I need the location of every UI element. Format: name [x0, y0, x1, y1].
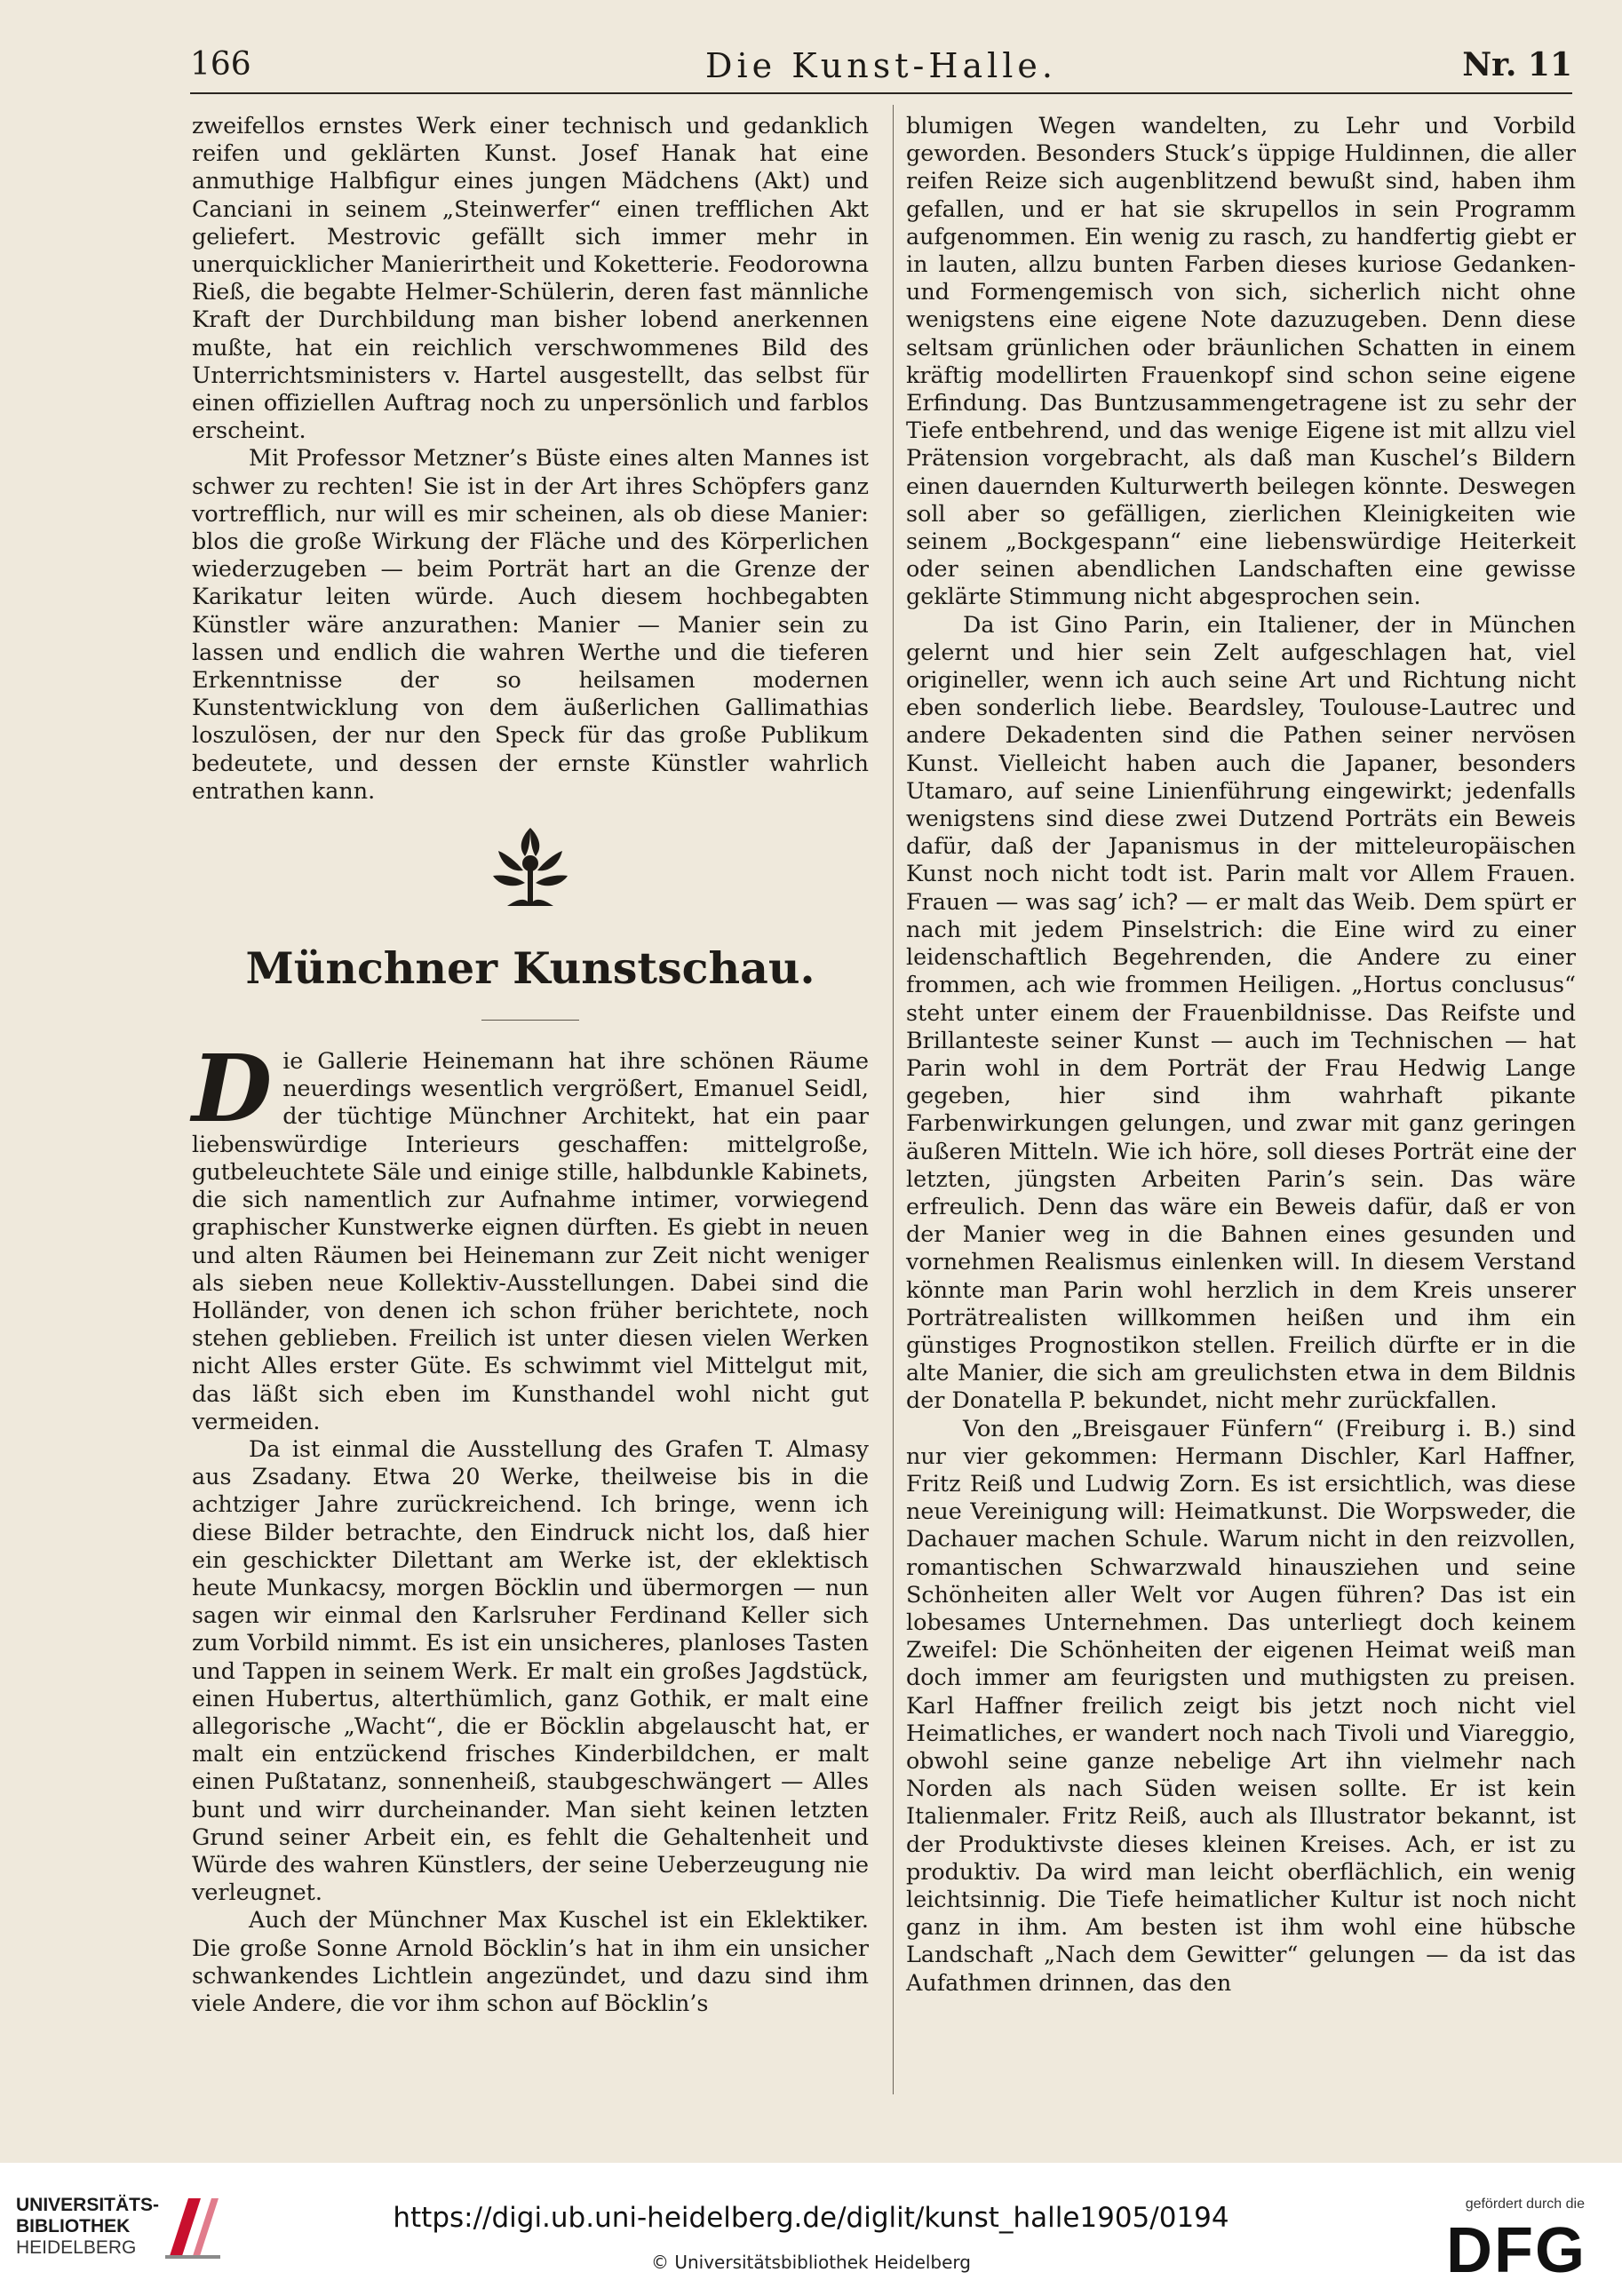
- library-name-line: HEIDELBERG: [16, 2237, 137, 2258]
- viewer-footer: [0, 2163, 1622, 2296]
- page-header: [190, 46, 1572, 91]
- section-rule: [481, 1020, 579, 1021]
- header-rule: [190, 92, 1572, 94]
- paragraph: Mit Professor Metzner’s Büste eines alten Mannes ist schwer zu rechten! Sie ist in der Art ihres Schöpfers ganz vortrefflich, nur will es mir scheinen, als ob diese Manier: blos die große Wirkung der Fläche und des Körperlichen wiederzugeben — beim Porträt hart an die Grenze der Karikatur leiten würde. Auch diesem hochbegabten Künstler wäre anzurathen: Manier — Manier sein zu lassen und endlich die wahren Werthe und die tieferen Erkenntnisse der so heilsamen modernen Kunstentwicklung von dem äußerlichen Gallimathias loszulösen, der nur den Speck für das große Publikum bedeutete, und dessen der ernste Künstler wahrlich entrathen kann.: [192, 444, 869, 804]
- paragraph: blumigen Wegen wandelten, zu Lehr und Vorbild geworden. Besonders Stuck’s üppige Huldinnen, die aller reifen Reize sich augenblitzend bewußt sind, haben ihm gefallen, und er hat sie skrupellos in sein Programm aufgenommen. Ein wenig zu rasch, zu handfertig giebt er in lauten, allzu bunten Farben dieses kuriose Gedanken- und Formengemisch von sich, sicherlich nicht ohne wenigstens eine eigene Note dazuzugeben. Denn diese seltsam grünlichen oder bräunlichen Schatten in einem kräftig modellirten Frauenkopf sind schon seine eigene Erfindung. Das Buntzusammengetragene ist zu sehr der Tiefe entbehrend, und das wenige Eigene ist mit allzu viel Prätension vorgebracht, als daß man Kuschel’s Bildern einen dauernden Kulturwerth beilegen könnte. Deswegen soll aber so gefälligen, zierlichen Kleinigkeiten wie seinem „Bockgespann“ eine liebenswürdige Heiterkeit oder seinen abendlichen Landschaften eine gewisse geklärte Stimmung nicht abgesprochen sein.: [906, 112, 1576, 610]
- page-number: 166: [190, 46, 251, 83]
- right-column: [906, 112, 1576, 1997]
- paragraph: Da ist Gino Parin, ein Italiener, der in München gelernt und hier sein Zelt aufgeschlagen hat, viel origineller, wenn ich auch seine Art und Richtung nicht eben sonderlich liebe. Beardsley, Toulouse-Lautrec und andere Dekadenten sind die Pathen seiner nervösen Kunst. Vielleicht haben auch die Japaner, besonders Utamaro, auf seine Linienführung eingewirkt; jedenfalls wenigstens sind diese zwei Dutzend Porträts ein Beweis dafür, daß der Japanismus in der mitteleuropäischen Kunst noch nicht todt ist. Parin malt vor Allem Frauen. Frauen — was sag’ ich? — er malt das Weib. Dem spürt er nach mit jedem Pinselstrich: die Eine wird zu einer leidenschaftlich Begehrenden, die Andere zu einer frommen, ach wie frommen Heiligen. „Hortus conclusus“ steht unter einem der Frauenbildnisse. Das Reifste und Brillanteste seiner Kunst — auch im Technischen — hat Parin wohl in dem Porträt der Frau Hedwig Lange gegeben, hier sind ihm wahrhaft pikante Farbenwirkungen gelungen, und zwar mit ganz geringen äußeren Mitteln. Wie ich höre, soll dieses Porträt eine der letzten, jüngsten Arbeiten Parin’s sein. Das wäre erfreulich. Denn das wäre ein Beweis dafür, daß er von der Manier weg in die Bahnen eines gesunden und vornehmen Realismus einlenken will. In diesem Verstand könnte man Parin wohl herzlich in dem Kreis unserer Porträtrealisten willkommen heißen und ihm ein günstiges Prognostikon stellen. Freilich dürfte er in die alte Manier, die sich am greulichsten etwa in dem Bildnis der Donatella P. bekundet, nicht mehr zurückfallen.: [906, 610, 1576, 1414]
- left-column: [192, 112, 869, 2017]
- paragraph: ie Gallerie Heinemann hat ihre schönen Räume neuerdings wesentlich vergrößert, Emanuel Seidl, der tüchtige Münchner Architekt, hat ein paar liebenswürdige Interieurs geschaffen: mittelgroße, gutbeleuchtete Säle und einige stille, halbdunkle Kabinets, die sich namentlich zur Aufnahme intimer, vorwiegend graphischer Kunstwerke eignen dürften. Es giebt in neuen und alten Räumen bei Heinemann zur Zeit nicht weniger als sieben neue Kollektiv-Ausstellungen. Dabei sind die Holländer, von denen ich schon früher berichtete, noch stehen geblieben. Freilich ist unter diesen vielen Werken nicht Alles erster Güte. Es schwimmt viel Mittelgut mit, das läßt sich eben im Kunsthandel wohl nicht gut vermeiden.: [192, 1047, 869, 1434]
- column-divider: [893, 105, 894, 2094]
- section-title: Münchner Kunstschau.: [245, 942, 815, 995]
- paragraph: Auch der Münchner Max Kuschel ist ein Eklektiker. Die große Sonne Arnold Böcklin’s hat in ihm ein unsicher schwankendes Lichtlein angezündet, und dazu sind ihm viele Andere, die vor ihm schon auf Böcklin’s: [192, 1906, 869, 2016]
- drop-cap: D: [192, 1034, 273, 1144]
- journal-title: Die Kunst-Halle.: [705, 46, 1057, 85]
- dfg-logo[interactable]: DFG: [1446, 2215, 1586, 2286]
- paragraph: zweifellos ernstes Werk einer technisch und gedanklich reifen und geklärten Kunst. Josef Hanak hat eine anmuthige Halbfigur eines jungen Mädchens (Akt) und Canciani in seinem „Steinwerfer“ einen trefflichen Akt geliefert. Mestrovic gefällt sich immer mehr in unerquicklicher Manierirtheit und Koketterie. Feodorowna Rieß, die begabte Helmer-Schülerin, deren fast männliche Kraft der Durchbildung man bisher lobend anerkennen mußte, hat ein reichlich verschwommenes Bild des Unterrichtsministers v. Hartel ausgestellt, das selbst für einen offiziellen Auftrag noch zu unpersönlich und farblos erscheint.: [192, 112, 869, 444]
- permalink-url[interactable]: https://digi.ub.uni-heidelberg.de/diglit/kunst_halle1905/0194: [393, 2202, 1229, 2234]
- paragraph: Da ist einmal die Ausstellung des Grafen T. Almasy aus Zsadany. Etwa 20 Werke, theilweise bis in die achtziger Jahre zurückreichend. Ich bringe, wenn ich diese Bilder betrachte, den Eindruck nicht los, daß hier ein geschickter Dilettant am Werke ist, der eklektisch heute Munkacsy, morgen Böcklin und übermorgen — nun sagen wir einmal den Karlsruher Ferdinand Keller sich zum Vorbild nimmt. Es ist ein unsicheres, planloses Tasten und Tappen in seinem Werk. Er malt ein großes Jagdstück, einen Hubertus, alterthümlich, ganz Gothik, er malt eine allegorische „Wacht“, die er Böcklin abgelauscht hat, er malt ein entzückend frisches Kinderbildchen, er malt einen Pußtatanz, sonnenheiß, staubgeschwängert — Alles bunt und wirr durcheinander. Man sieht keinen letzten Grund seiner Arbeit ein, es fehlt die Gehaltenheit und Würde des wahren Künstlers, der seine Ueberzeugung nie verleugnet.: [192, 1434, 869, 1906]
- library-name-line: BIBLIOTHEK: [16, 2216, 131, 2236]
- copyright-notice: © Universitätsbibliothek Heidelberg: [650, 2252, 971, 2273]
- funding-note: gefördert durch die: [1465, 2197, 1585, 2212]
- paragraph: Von den „Breisgauer Fünfern“ (Freiburg i. B.) sind nur vier gekommen: Hermann Dischler, Karl Haffner, Fritz Reiß und Ludwig Zorn. Es ist ersichtlich, was diese neue Vereinigung will: Heimatkunst. Die Worpsweder, die Dachauer machen Schule. Warum nicht in den reizvollen, romantischen Schwarzwald hinausziehen und seine Schönheiten aller Welt vor Augen führen? Das ist ein lobesames Unternehmen. Das unterliegt doch keinem Zweifel: Die Schönheiten der eigenen Heimat weiß man doch immer am feurigsten und muthigsten zu preisen. Karl Haffner freilich zeigt bis jetzt noch nicht viel Heimatliches, er wandert noch nach Tivoli und Viareggio, obwohl seine ganze nebelige Art ihn vielmehr nach Norden als nach Süden weisen sollte. Er ist kein Italienmaler. Fritz Reiß, auch als Illustrator bekannt, ist der Produktivste dieses kleinen Kreises. Ach, er ist zu produktiv. Da wird man leicht oberflächlich, ein wenig leichtsinnig. Die Tiefe heimatlicher Kultur ist noch nicht ganz in ihm. Am besten ist ihm wohl eine hübsche Landschaft „Nach dem Gewitter“ gelungen — da ist das Aufathmen drinnen, das den: [906, 1414, 1576, 1996]
- library-name-line: UNIVERSITÄTS-: [16, 2195, 160, 2215]
- floral-ornament-icon: [489, 824, 571, 913]
- issue-number: Nr. 11: [1462, 46, 1572, 83]
